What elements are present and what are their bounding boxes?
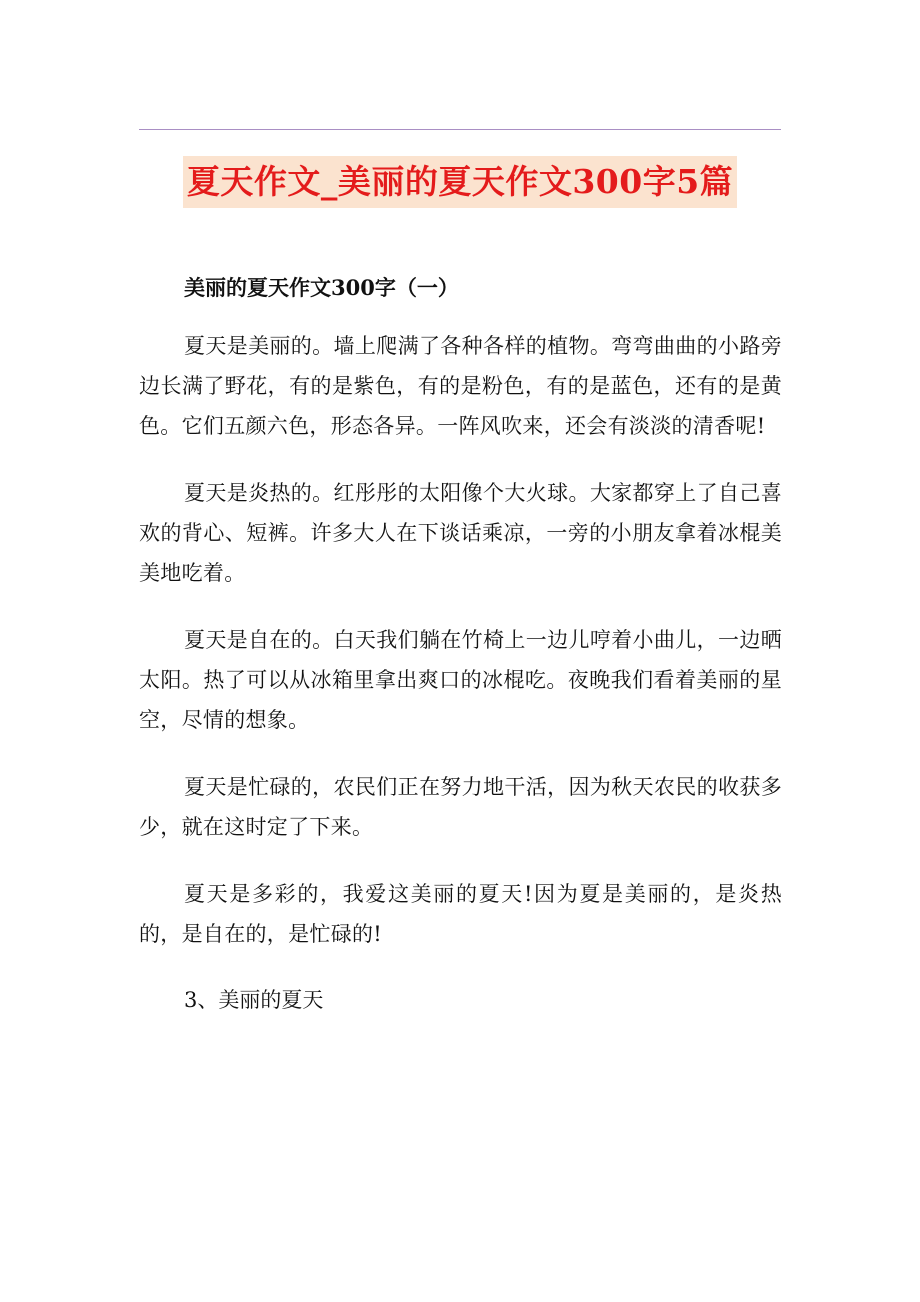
document-title: 夏天作文_美丽的夏天作文300字5篇 — [183, 156, 737, 208]
document-body — [139, 270, 782, 1020]
section-heading: 3、美丽的夏天 — [184, 988, 324, 1012]
paragraph-4: 夏天是忙碌的，农民们正在努力地干活，因为秋天农民的收获多少，就在这时定了下来。 — [139, 775, 782, 839]
paragraph-3: 夏天是自在的。白天我们躺在竹椅上一边儿哼着小曲儿，一边晒太阳。热了可以从冰箱里拿出爽口的冰棍吃。夜晚我们看着美丽的星空，尽情的想象。 — [139, 628, 782, 732]
title-container — [0, 156, 920, 208]
header-rule — [139, 129, 781, 130]
paragraph-5: 夏天是多彩的，我爱这美丽的夏天!因为夏是美丽的，是炎热的，是自在的，是忙碌的! — [139, 882, 782, 946]
essay-subtitle: 美丽的夏天作文300字（一） — [184, 275, 459, 300]
paragraph-1: 夏天是美丽的。墙上爬满了各种各样的植物。弯弯曲曲的小路旁边长满了野花，有的是紫色，有的是粉色，有的是蓝色，还有的是黄色。它们五颜六色，形态各异。一阵风吹来，还会有淡淡的清香呢! — [139, 334, 782, 438]
paragraph-2: 夏天是炎热的。红彤彤的太阳像个大火球。大家都穿上了自己喜欢的背心、短裤。许多大人在下谈话乘凉，一旁的小朋友拿着冰棍美美地吃着。 — [139, 481, 782, 585]
